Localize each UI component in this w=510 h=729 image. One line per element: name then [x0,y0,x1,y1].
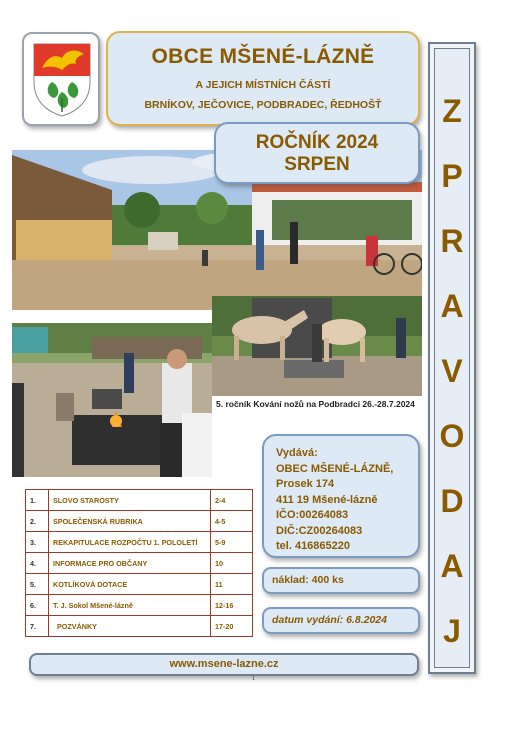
local-parts: BRNÍKOV, JEČOVICE, PODBRADEC, ŘEDHOŠŤ [144,99,382,111]
vertical-letter: Z [442,93,462,129]
toc-number: 7. [26,616,49,637]
print-run-box [262,567,420,594]
website-bar [29,653,419,676]
website-link[interactable]: www.msene-lazne.cz [169,658,279,670]
publisher-line: IČO:00264083 [276,509,349,521]
publisher-line: Vydává: [276,447,318,459]
table-row [26,532,253,553]
toc-title: SLOVO STAROSTY [49,490,211,511]
page-title: OBCE MŠENÉ-LÁZNĚ [151,45,375,68]
toc-title: INFORMACE PRO OBČANY [49,553,211,574]
photo-blacksmith [12,323,212,477]
toc-number: 4. [26,553,49,574]
toc-pages: 4-5 [211,511,253,532]
toc-number: 1. [26,490,49,511]
print-run: náklad: 400 ks [272,574,344,586]
publisher-line: tel. 416865220 [276,540,351,552]
publisher-line: 411 19 Mšené-lázně [276,493,378,506]
vertical-title-box [428,42,476,674]
coat-of-arms-icon [32,42,92,118]
page-number: 1 [252,676,255,682]
toc-pages: 5-9 [211,532,253,553]
toc-title: POZVÁNKY [49,616,211,637]
issue-year: ROČNÍK 2024 [255,132,379,153]
toc-title: T. J. Sokol Mšené-lázně [49,595,211,616]
vertical-letter: A [440,288,464,324]
toc-pages: 17-20 [211,616,253,637]
issue-box [214,122,420,184]
vertical-letter: R [440,223,464,259]
toc-pages: 10 [211,553,253,574]
table-row [26,490,253,511]
toc-title: REKAPITULACE ROZPOČTU 1. POLOLETÍ [49,532,211,553]
toc-pages: 12-16 [211,595,253,616]
table-of-contents [25,489,253,637]
table-row [26,595,253,616]
vertical-letter: P [441,158,463,194]
toc-number: 3. [26,532,49,553]
table-row [26,574,253,595]
publisher-line: OBEC MŠENÉ-LÁZNĚ, [276,462,394,475]
coat-of-arms-box [22,32,100,126]
toc-pages: 11 [211,574,253,595]
table-row [26,553,253,574]
photo-caption: 5. ročník Kování nožů na Podbradci 26.-28.7.2024 [216,399,415,409]
table-row [26,616,253,637]
vertical-letter: D [440,483,464,519]
vertical-letter: O [439,418,465,454]
publisher-box [262,434,420,558]
vertical-letter: J [443,613,461,649]
toc-number: 6. [26,595,49,616]
release-date-box [262,607,420,634]
toc-title: KOTLÍKOVÁ DOTACE [49,574,211,595]
toc-number: 5. [26,574,49,595]
title-box [106,31,420,126]
toc-number: 2. [26,511,49,532]
toc-pages: 2-4 [211,490,253,511]
vertical-letter: V [441,353,463,389]
subtitle: A JEJICH MÍSTNÍCH ČÁSTÍ [195,79,331,91]
publisher-line: Prosek 174 [276,478,335,490]
vertical-letter: A [440,548,464,584]
release-date: datum vydání: 6.8.2024 [272,614,387,626]
publisher-line: DIČ:CZ00264083 [276,524,363,537]
table-row [26,511,253,532]
issue-month: SRPEN [284,154,350,175]
toc-title: SPOLEČENSKÁ RUBRIKA [49,511,211,532]
photo-horses [212,296,422,396]
